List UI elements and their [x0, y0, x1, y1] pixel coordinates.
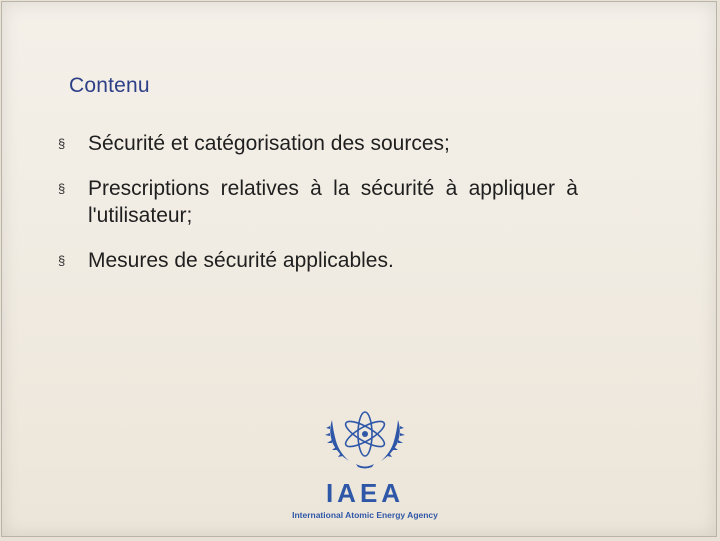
- bullet-list: [58, 130, 578, 274]
- list-item: [58, 130, 578, 157]
- slide-title: Contenu: [69, 74, 150, 97]
- slide: [1, 1, 717, 537]
- bullet-marker: §: [58, 253, 66, 268]
- list-item: [58, 247, 578, 274]
- bullet-text: Prescriptions relatives à la sécurité à appliquer à l'utilisateur;: [88, 177, 578, 227]
- bullet-marker: §: [58, 181, 66, 196]
- iaea-logo: [284, 400, 446, 520]
- logo-acronym: IAEA: [325, 478, 405, 508]
- iaea-emblem-icon: [322, 400, 408, 472]
- bullet-marker: §: [58, 136, 66, 151]
- bullet-text: Sécurité et catégorisation des sources;: [88, 132, 450, 155]
- list-item: [58, 175, 578, 229]
- bullet-text: Mesures de sécurité applicables.: [88, 249, 394, 272]
- logo-name: International Atomic Energy Agency: [292, 510, 438, 520]
